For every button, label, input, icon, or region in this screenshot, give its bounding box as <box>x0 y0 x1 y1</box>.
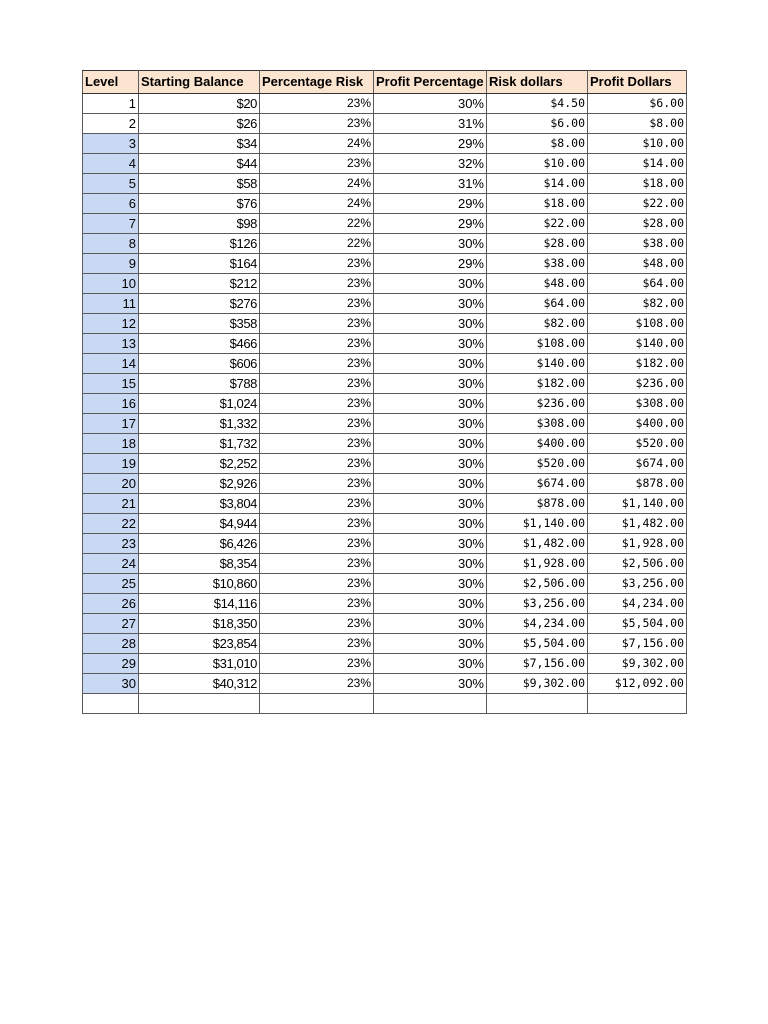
cell-starting-balance[interactable]: $6,426 <box>139 534 260 554</box>
cell-percentage-risk[interactable]: 23% <box>260 654 374 674</box>
cell-starting-balance[interactable]: $212 <box>139 274 260 294</box>
cell-starting-balance[interactable]: $276 <box>139 294 260 314</box>
cell-level[interactable]: 8 <box>83 234 139 254</box>
cell-risk-dollars[interactable]: $674.00 <box>487 474 588 494</box>
cell-level[interactable]: 10 <box>83 274 139 294</box>
cell-profit-percentage[interactable]: 30% <box>374 234 487 254</box>
cell-profit-percentage[interactable]: 31% <box>374 174 487 194</box>
cell-risk-dollars[interactable]: $878.00 <box>487 494 588 514</box>
table-row <box>83 454 687 474</box>
table-row <box>83 194 687 214</box>
cell-profit-percentage[interactable]: 30% <box>374 434 487 454</box>
cell-percentage-risk[interactable]: 23% <box>260 334 374 354</box>
cell-profit-percentage[interactable]: 30% <box>374 674 487 694</box>
cell-profit-percentage[interactable]: 29% <box>374 194 487 214</box>
cell-profit-dollars[interactable]: $140.00 <box>588 334 687 354</box>
table-row <box>83 314 687 334</box>
levels-table <box>82 70 687 714</box>
cell-percentage-risk[interactable]: 23% <box>260 574 374 594</box>
cell-profit-dollars[interactable]: $28.00 <box>588 214 687 234</box>
cell-starting-balance[interactable]: $1,024 <box>139 394 260 414</box>
cell-level[interactable]: 11 <box>83 294 139 314</box>
cell-profit-dollars[interactable]: $48.00 <box>588 254 687 274</box>
cell-profit-dollars[interactable]: $236.00 <box>588 374 687 394</box>
cell-level[interactable]: 19 <box>83 454 139 474</box>
cell-profit-percentage[interactable]: 30% <box>374 274 487 294</box>
empty-cell[interactable] <box>260 694 374 714</box>
cell-percentage-risk[interactable]: 23% <box>260 354 374 374</box>
cell-profit-percentage[interactable]: 30% <box>374 494 487 514</box>
cell-risk-dollars[interactable]: $1,928.00 <box>487 554 588 574</box>
cell-profit-percentage[interactable]: 30% <box>374 534 487 554</box>
cell-profit-dollars[interactable]: $82.00 <box>588 294 687 314</box>
cell-percentage-risk[interactable]: 23% <box>260 154 374 174</box>
cell-level[interactable]: 24 <box>83 554 139 574</box>
table-row <box>83 154 687 174</box>
cell-risk-dollars[interactable]: $82.00 <box>487 314 588 334</box>
cell-percentage-risk[interactable]: 23% <box>260 674 374 694</box>
cell-profit-dollars[interactable]: $1,482.00 <box>588 514 687 534</box>
table-row <box>83 254 687 274</box>
empty-cell[interactable] <box>588 694 687 714</box>
cell-starting-balance[interactable]: $466 <box>139 334 260 354</box>
cell-profit-dollars[interactable]: $8.00 <box>588 114 687 134</box>
cell-risk-dollars[interactable]: $3,256.00 <box>487 594 588 614</box>
table-header <box>83 71 687 94</box>
cell-starting-balance[interactable]: $164 <box>139 254 260 274</box>
cell-percentage-risk[interactable]: 24% <box>260 134 374 154</box>
header-risk-dollars: Risk dollars <box>487 71 588 94</box>
table-row <box>83 274 687 294</box>
cell-risk-dollars[interactable]: $182.00 <box>487 374 588 394</box>
cell-percentage-risk[interactable]: 23% <box>260 114 374 134</box>
cell-starting-balance[interactable]: $2,252 <box>139 454 260 474</box>
cell-profit-percentage[interactable]: 31% <box>374 114 487 134</box>
cell-percentage-risk[interactable]: 22% <box>260 234 374 254</box>
cell-profit-percentage[interactable]: 30% <box>374 374 487 394</box>
cell-risk-dollars[interactable]: $140.00 <box>487 354 588 374</box>
cell-profit-dollars[interactable]: $308.00 <box>588 394 687 414</box>
cell-percentage-risk[interactable]: 23% <box>260 634 374 654</box>
cell-starting-balance[interactable]: $98 <box>139 214 260 234</box>
cell-profit-dollars[interactable]: $1,928.00 <box>588 534 687 554</box>
cell-percentage-risk[interactable]: 22% <box>260 214 374 234</box>
cell-risk-dollars[interactable]: $22.00 <box>487 214 588 234</box>
cell-profit-dollars[interactable]: $3,256.00 <box>588 574 687 594</box>
cell-profit-dollars[interactable]: $7,156.00 <box>588 634 687 654</box>
cell-level[interactable]: 3 <box>83 134 139 154</box>
table-row <box>83 434 687 454</box>
cell-risk-dollars[interactable]: $2,506.00 <box>487 574 588 594</box>
table-row <box>83 234 687 254</box>
cell-profit-dollars[interactable]: $18.00 <box>588 174 687 194</box>
table-row <box>83 394 687 414</box>
cell-percentage-risk[interactable]: 23% <box>260 594 374 614</box>
empty-cell[interactable] <box>139 694 260 714</box>
cell-profit-dollars[interactable]: $12,092.00 <box>588 674 687 694</box>
cell-starting-balance[interactable]: $44 <box>139 154 260 174</box>
cell-profit-dollars[interactable]: $2,506.00 <box>588 554 687 574</box>
cell-profit-percentage[interactable]: 30% <box>374 474 487 494</box>
cell-level[interactable]: 9 <box>83 254 139 274</box>
cell-starting-balance[interactable]: $358 <box>139 314 260 334</box>
cell-percentage-risk[interactable]: 24% <box>260 174 374 194</box>
cell-profit-percentage[interactable]: 30% <box>374 614 487 634</box>
cell-starting-balance[interactable]: $34 <box>139 134 260 154</box>
cell-profit-dollars[interactable]: $14.00 <box>588 154 687 174</box>
table-row <box>83 654 687 674</box>
cell-starting-balance[interactable]: $788 <box>139 374 260 394</box>
cell-profit-percentage[interactable]: 30% <box>374 334 487 354</box>
cell-starting-balance[interactable]: $4,944 <box>139 514 260 534</box>
cell-level[interactable]: 28 <box>83 634 139 654</box>
cell-level[interactable]: 16 <box>83 394 139 414</box>
table-row <box>83 514 687 534</box>
table-row <box>83 494 687 514</box>
cell-profit-percentage[interactable]: 30% <box>374 394 487 414</box>
cell-risk-dollars[interactable]: $9,302.00 <box>487 674 588 694</box>
cell-starting-balance[interactable]: $14,116 <box>139 594 260 614</box>
cell-risk-dollars[interactable]: $8.00 <box>487 134 588 154</box>
cell-level[interactable]: 22 <box>83 514 139 534</box>
cell-starting-balance[interactable]: $10,860 <box>139 574 260 594</box>
cell-starting-balance[interactable]: $126 <box>139 234 260 254</box>
cell-level[interactable]: 1 <box>83 94 139 114</box>
header-profit-percentage: Profit Percentage <box>374 71 487 94</box>
cell-profit-percentage[interactable]: 30% <box>374 314 487 334</box>
cell-risk-dollars[interactable]: $18.00 <box>487 194 588 214</box>
cell-starting-balance[interactable]: $20 <box>139 94 260 114</box>
cell-starting-balance[interactable]: $2,926 <box>139 474 260 494</box>
cell-profit-dollars[interactable]: $64.00 <box>588 274 687 294</box>
table-row <box>83 354 687 374</box>
cell-risk-dollars[interactable]: $4.50 <box>487 94 588 114</box>
cell-profit-percentage[interactable]: 30% <box>374 514 487 534</box>
cell-starting-balance[interactable]: $23,854 <box>139 634 260 654</box>
table-row <box>83 174 687 194</box>
cell-starting-balance[interactable]: $1,332 <box>139 414 260 434</box>
cell-risk-dollars[interactable]: $4,234.00 <box>487 614 588 634</box>
cell-percentage-risk[interactable]: 23% <box>260 414 374 434</box>
cell-profit-percentage[interactable]: 32% <box>374 154 487 174</box>
cell-profit-percentage[interactable]: 30% <box>374 354 487 374</box>
cell-profit-dollars[interactable]: $878.00 <box>588 474 687 494</box>
cell-percentage-risk[interactable]: 23% <box>260 394 374 414</box>
cell-profit-dollars[interactable]: $674.00 <box>588 454 687 474</box>
table-body <box>83 94 687 714</box>
empty-cell[interactable] <box>487 694 588 714</box>
cell-profit-percentage[interactable]: 29% <box>374 134 487 154</box>
table-row <box>83 414 687 434</box>
empty-row <box>83 694 687 714</box>
cell-profit-percentage[interactable]: 30% <box>374 294 487 314</box>
cell-starting-balance[interactable]: $18,350 <box>139 614 260 634</box>
cell-profit-dollars[interactable]: $1,140.00 <box>588 494 687 514</box>
table-row <box>83 634 687 654</box>
header-profit-dollars: Profit Dollars <box>588 71 687 94</box>
cell-risk-dollars[interactable]: $48.00 <box>487 274 588 294</box>
header-percentage-risk: Percentage Risk <box>260 71 374 94</box>
cell-profit-percentage[interactable]: 29% <box>374 254 487 274</box>
cell-percentage-risk[interactable]: 23% <box>260 94 374 114</box>
table-row <box>83 574 687 594</box>
cell-profit-dollars[interactable]: $9,302.00 <box>588 654 687 674</box>
cell-profit-dollars[interactable]: $22.00 <box>588 194 687 214</box>
table-row <box>83 614 687 634</box>
cell-risk-dollars[interactable]: $1,140.00 <box>487 514 588 534</box>
cell-level[interactable]: 18 <box>83 434 139 454</box>
cell-percentage-risk[interactable]: 23% <box>260 474 374 494</box>
cell-risk-dollars[interactable]: $400.00 <box>487 434 588 454</box>
cell-risk-dollars[interactable]: $38.00 <box>487 254 588 274</box>
cell-profit-percentage[interactable]: 29% <box>374 214 487 234</box>
cell-profit-dollars[interactable]: $108.00 <box>588 314 687 334</box>
cell-percentage-risk[interactable]: 23% <box>260 554 374 574</box>
cell-risk-dollars[interactable]: $7,156.00 <box>487 654 588 674</box>
cell-profit-dollars[interactable]: $5,504.00 <box>588 614 687 634</box>
cell-level[interactable]: 29 <box>83 654 139 674</box>
cell-profit-dollars[interactable]: $38.00 <box>588 234 687 254</box>
cell-starting-balance[interactable]: $606 <box>139 354 260 374</box>
cell-percentage-risk[interactable]: 23% <box>260 534 374 554</box>
table-row <box>83 674 687 694</box>
cell-level[interactable]: 12 <box>83 314 139 334</box>
cell-level[interactable]: 27 <box>83 614 139 634</box>
cell-level[interactable]: 5 <box>83 174 139 194</box>
cell-profit-percentage[interactable]: 30% <box>374 414 487 434</box>
cell-risk-dollars[interactable]: $236.00 <box>487 394 588 414</box>
cell-level[interactable]: 7 <box>83 214 139 234</box>
cell-percentage-risk[interactable]: 23% <box>260 494 374 514</box>
cell-profit-dollars[interactable]: $10.00 <box>588 134 687 154</box>
empty-cell[interactable] <box>374 694 487 714</box>
header-row <box>83 71 687 94</box>
cell-level[interactable]: 26 <box>83 594 139 614</box>
cell-risk-dollars[interactable]: $10.00 <box>487 154 588 174</box>
table-row <box>83 134 687 154</box>
cell-percentage-risk[interactable]: 23% <box>260 274 374 294</box>
cell-profit-dollars[interactable]: $182.00 <box>588 354 687 374</box>
cell-starting-balance[interactable]: $58 <box>139 174 260 194</box>
cell-profit-dollars[interactable]: $400.00 <box>588 414 687 434</box>
cell-level[interactable]: 25 <box>83 574 139 594</box>
cell-risk-dollars[interactable]: $14.00 <box>487 174 588 194</box>
cell-profit-dollars[interactable]: $6.00 <box>588 94 687 114</box>
cell-risk-dollars[interactable]: $308.00 <box>487 414 588 434</box>
cell-percentage-risk[interactable]: 24% <box>260 194 374 214</box>
cell-profit-percentage[interactable]: 30% <box>374 554 487 574</box>
cell-level[interactable]: 13 <box>83 334 139 354</box>
cell-profit-percentage[interactable]: 30% <box>374 594 487 614</box>
cell-profit-percentage[interactable]: 30% <box>374 654 487 674</box>
cell-percentage-risk[interactable]: 23% <box>260 614 374 634</box>
cell-profit-dollars[interactable]: $520.00 <box>588 434 687 454</box>
cell-percentage-risk[interactable]: 23% <box>260 454 374 474</box>
table-row <box>83 534 687 554</box>
cell-level[interactable]: 30 <box>83 674 139 694</box>
cell-risk-dollars[interactable]: $28.00 <box>487 234 588 254</box>
cell-risk-dollars[interactable]: $6.00 <box>487 114 588 134</box>
cell-level[interactable]: 2 <box>83 114 139 134</box>
header-starting-balance: Starting Balance <box>139 71 260 94</box>
cell-percentage-risk[interactable]: 23% <box>260 314 374 334</box>
cell-starting-balance[interactable]: $76 <box>139 194 260 214</box>
cell-percentage-risk[interactable]: 23% <box>260 294 374 314</box>
cell-level[interactable]: 17 <box>83 414 139 434</box>
table-row <box>83 214 687 234</box>
cell-starting-balance[interactable]: $1,732 <box>139 434 260 454</box>
cell-percentage-risk[interactable]: 23% <box>260 374 374 394</box>
cell-starting-balance[interactable]: $31,010 <box>139 654 260 674</box>
cell-level[interactable]: 15 <box>83 374 139 394</box>
cell-risk-dollars[interactable]: $1,482.00 <box>487 534 588 554</box>
table-row <box>83 114 687 134</box>
cell-profit-percentage[interactable]: 30% <box>374 634 487 654</box>
cell-profit-percentage[interactable]: 30% <box>374 574 487 594</box>
table-row <box>83 94 687 114</box>
cell-profit-dollars[interactable]: $4,234.00 <box>588 594 687 614</box>
table-row <box>83 374 687 394</box>
cell-level[interactable]: 14 <box>83 354 139 374</box>
table-row <box>83 554 687 574</box>
table-row <box>83 474 687 494</box>
cell-starting-balance[interactable]: $3,804 <box>139 494 260 514</box>
table-row <box>83 334 687 354</box>
cell-risk-dollars[interactable]: $108.00 <box>487 334 588 354</box>
cell-starting-balance[interactable]: $8,354 <box>139 554 260 574</box>
cell-percentage-risk[interactable]: 23% <box>260 514 374 534</box>
cell-level[interactable]: 23 <box>83 534 139 554</box>
cell-level[interactable]: 4 <box>83 154 139 174</box>
cell-profit-percentage[interactable]: 30% <box>374 454 487 474</box>
table-row <box>83 594 687 614</box>
cell-level[interactable]: 21 <box>83 494 139 514</box>
cell-starting-balance[interactable]: $40,312 <box>139 674 260 694</box>
cell-risk-dollars[interactable]: $64.00 <box>487 294 588 314</box>
cell-risk-dollars[interactable]: $520.00 <box>487 454 588 474</box>
cell-level[interactable]: 20 <box>83 474 139 494</box>
cell-risk-dollars[interactable]: $5,504.00 <box>487 634 588 654</box>
cell-starting-balance[interactable]: $26 <box>139 114 260 134</box>
cell-percentage-risk[interactable]: 23% <box>260 434 374 454</box>
table-row <box>83 294 687 314</box>
empty-cell[interactable] <box>83 694 139 714</box>
cell-percentage-risk[interactable]: 23% <box>260 254 374 274</box>
header-level: Level <box>83 71 139 94</box>
cell-level[interactable]: 6 <box>83 194 139 214</box>
cell-profit-percentage[interactable]: 30% <box>374 94 487 114</box>
